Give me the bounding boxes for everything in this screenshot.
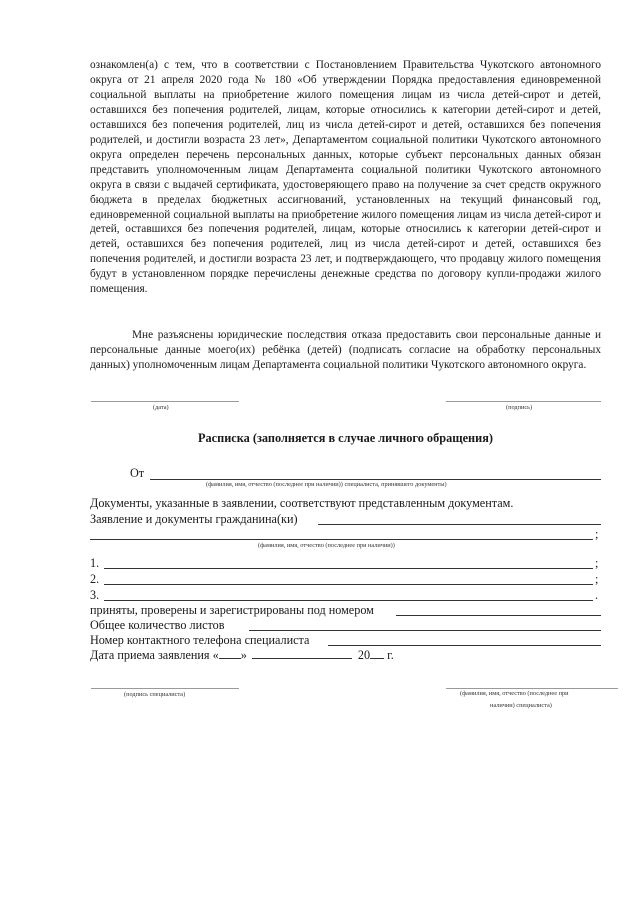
consequences-paragraph: Мне разъяснены юридические последствия отказа предоставить свои персональные данные и персональные данные моего(их) ребёнка (детей) (подписать согласие на обработку персональных данных) уполномоченным лицам Департамента социальной политики Чукотского автономного округа. (90, 329, 601, 371)
month-blank (252, 648, 352, 659)
documents-match-text: Документы, указанные в заявлении, соответствуют представленным документам. (90, 496, 514, 510)
specialist-signature-caption: (подпись специалиста) (124, 691, 186, 698)
item-1-line (104, 568, 593, 569)
registration-number-line (396, 615, 601, 616)
item-1-end: ; (595, 556, 599, 570)
item-3-number: 3. (90, 588, 100, 602)
applicant-field-line (318, 524, 601, 525)
from-caption: (фамилия, имя, отчество (последнее при наличии)) специалиста, принявшего документы) (206, 481, 447, 488)
sheets-count-line (249, 630, 601, 631)
applicant-label: Заявление и документы гражданина(ки) (90, 512, 298, 526)
applicant-caption: (фамилия, имя, отчество (последнее при наличии)) (258, 542, 395, 549)
signature-caption: (подпись) (506, 404, 533, 411)
year-suffix: г. (387, 648, 394, 662)
sheets-label: Общее количество листов (90, 618, 225, 632)
specialist-signature-line (91, 688, 239, 689)
from-label: От (130, 466, 145, 480)
item-3-line (104, 600, 593, 601)
date-mid: » (240, 648, 247, 662)
from-field-line (150, 479, 601, 480)
year-blank (370, 648, 384, 659)
consent-paragraph: ознакомлен(а) с тем, что в соответствии с Постановлением Правительства Чукотского автономного округа от 21 апреля 2020 года № 180 «Об утверждении Порядка предоставления единовременной социальной выплаты на приобретение жилого помещения лицам из числа детей-сирот и детей, оставшихся без попечения родителей, лицам, которые относились к категории детей-сирот и детей, оставшихся без попечения родителей, лиц из числа детей-сирот и детей, оставшихся без попечения родителей, и достигли возраста 23 лет», Департаментом социальной политики Чукотского автономного округа определен перечень персональных данных, которые субъект персональных данных обязан представить уполномоченным лицам Департамента социальной политики Чукотского автономного округа в связи с выдачей сертификата, удостоверяющего право на получение за счет средств окружного бюджета в пределах бюджетных ассигнований, установленных на текущий финансовый год, единовременной социальной выплаты на приобретение жилого помещения лицам из числа детей-сирот и детей, оставшихся без попечения родителей, лицам, которые относились к категории детей-сирот и детей, оставшихся без попечения родителей, лиц из числа детей-сирот и детей, оставшихся без попечения родителей, и достигли возраста 23 лет, и подтверждающего, что продавцу жилого помещения будут в установленном порядке перечислены денежные средства по договору купли-продажи жилого помещения. (90, 59, 601, 296)
acceptance-date-row (90, 648, 394, 663)
item-1-number: 1. (90, 556, 100, 570)
date-prefix: Дата приема заявления « (90, 648, 219, 662)
specialist-name-caption-2: наличии) специалиста) (490, 702, 552, 709)
date-line (91, 401, 239, 402)
specialist-name-line (446, 688, 618, 689)
year-prefix: 20 (357, 648, 371, 662)
specialist-name-caption-1: (фамилия, имя, отчество (последнее при (460, 690, 569, 697)
applicant-field-line-2 (90, 539, 593, 540)
item-2-number: 2. (90, 572, 100, 586)
signature-line (446, 401, 601, 402)
phone-line (328, 645, 601, 646)
phone-label: Номер контактного телефона специалиста (90, 633, 310, 647)
date-caption: (дата) (153, 404, 169, 411)
item-2-line (104, 584, 593, 585)
receipt-title: Расписка (заполняется в случае личного обращения) (198, 431, 493, 445)
item-3-end: . (595, 588, 599, 602)
accepted-label: приняты, проверены и зарегистрированы под номером (90, 603, 374, 617)
day-blank (219, 648, 241, 659)
item-2-end: ; (595, 572, 599, 586)
applicant-line-end: ; (595, 527, 599, 541)
